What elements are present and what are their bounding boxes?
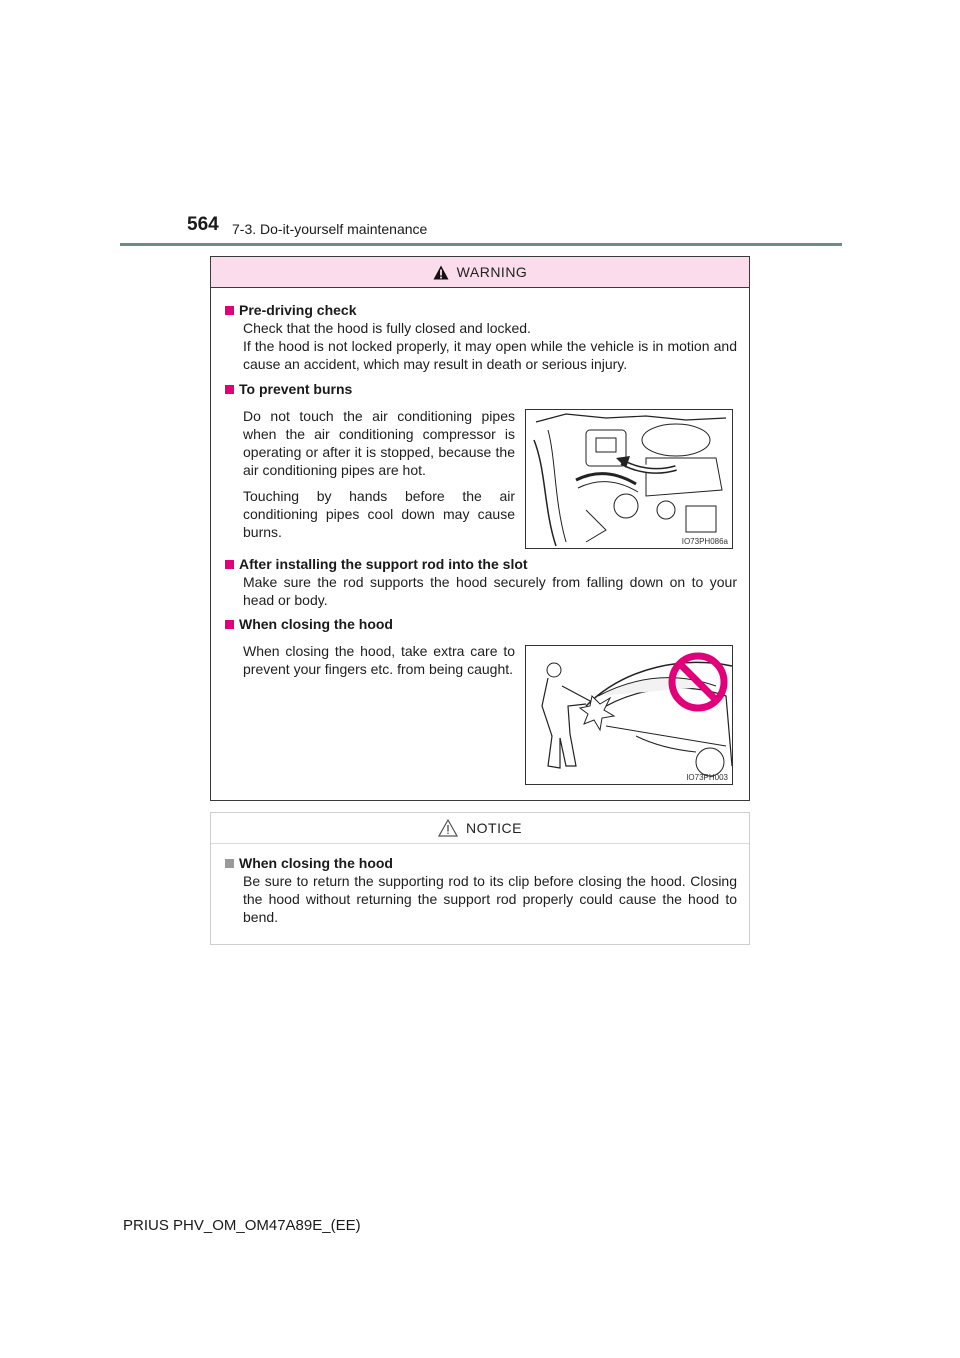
item-title [225,615,737,633]
item-title [225,380,737,398]
item-paragraph: Touching by hands before the air conditioning pipes cool down may cause burns. [243,488,515,540]
square-bullet-icon [225,385,234,394]
notice-header [211,813,749,844]
warning-box [210,256,750,801]
engine-bay-figure [525,409,733,549]
item-title [225,301,737,319]
item-title-text: To prevent burns [239,381,353,397]
item-title [225,854,737,872]
figure-code: IO73PH003 [686,773,728,782]
item-title-text: Pre-driving check [239,302,357,318]
item-paragraph: Do not touch the air conditioning pipes when the air conditioning compressor is operating or after it is stopped, because the air conditioning pipes are hot. [243,408,515,478]
figure-code: IO73PH086a [681,537,728,546]
warning-label: WARNING [456,264,528,280]
item-paragraph: When closing the hood, take extra care to prevent your fingers etc. from being caught. [243,643,515,677]
warning-triangle-icon [433,265,449,280]
item-title-text: When closing the hood [239,855,393,871]
item-line: If the hood is not locked properly, it may open while the vehicle is in motion and cause an accident, which may result in death or serious injury. [243,338,737,372]
item-body [243,573,737,609]
item-body [243,872,737,926]
warning-item-closing-title [225,615,737,633]
item-line: Be sure to return the supporting rod to its clip before closing the hood. Closing the hood without returning the support rod properly could cause the hood to bend. [243,873,737,925]
warning-header [211,257,749,288]
square-bullet-icon [225,306,234,315]
header-rule [120,243,842,246]
item-line: Check that the hood is fully closed and locked. [243,320,531,336]
notice-box [210,812,750,945]
page-number: 564 [187,214,219,235]
square-bullet-icon [225,620,234,629]
engine-bay-illustration [526,410,732,548]
warning-item-pre-driving [225,301,737,373]
closing-hood-figure [525,645,733,785]
burns-text [243,407,515,549]
document-id: PRIUS PHV_OM_OM47A89E_(EE) [123,1217,361,1234]
square-bullet-icon [225,560,234,569]
square-bullet-icon [225,859,234,868]
item-body [243,319,737,373]
warning-item-burns-title [225,380,737,398]
closing-hood-illustration [526,646,732,784]
section-title: 7-3. Do-it-yourself maintenance [232,221,428,237]
item-line: Make sure the rod supports the hood securely from falling down on to your head or body. [243,574,737,608]
caution-triangle-icon [438,819,458,837]
closing-text [243,642,515,686]
item-title-text: After installing the support rod into the slot [239,556,528,572]
warning-item-support-rod [225,555,737,609]
item-title [225,555,737,573]
notice-item-closing [225,854,737,926]
item-title-text: When closing the hood [239,616,393,632]
notice-label: NOTICE [466,820,522,836]
